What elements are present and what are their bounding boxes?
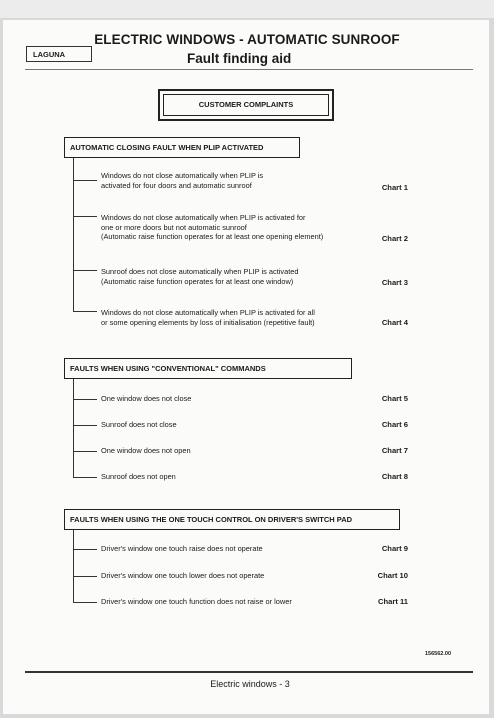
item-text: Windows do not close automatically when PLIP is activated for all [101, 308, 315, 317]
branch-line [73, 451, 97, 452]
list-item: Sunroof does not open [101, 472, 176, 481]
chart-reference: Chart 6 [381, 420, 408, 429]
list-item: Sunroof does not close [101, 420, 177, 429]
branch-line [73, 477, 97, 478]
list-item [101, 213, 323, 242]
chart-reference: Chart 11 [378, 597, 408, 606]
chart-reference: Chart 4 [381, 318, 408, 327]
branch-line [73, 602, 97, 603]
model-label: LAGUNA [26, 46, 92, 62]
chart-reference: Chart 5 [381, 394, 408, 403]
header-rule [25, 69, 473, 70]
chart-reference: Chart 9 [381, 544, 408, 553]
branch-line [73, 425, 97, 426]
list-item: Driver's window one touch raise does not operate [101, 544, 263, 553]
branch-line [73, 216, 97, 217]
footer-rule [25, 671, 473, 673]
scan-margin [0, 0, 494, 18]
customer-complaints-label: CUSTOMER COMPLAINTS [163, 94, 329, 116]
branch-line [73, 549, 97, 550]
item-text: or some opening elements by loss of initialisation (repetitive fault) [101, 317, 315, 327]
branch-line [73, 399, 97, 400]
branch-line [73, 576, 97, 577]
list-item: Driver's window one touch function does not raise or lower [101, 597, 292, 606]
branch-line [73, 270, 97, 271]
chart-reference: Chart 10 [377, 571, 408, 580]
chart-reference: Chart 2 [381, 234, 408, 243]
customer-complaints-box [158, 89, 334, 121]
item-text: one or more doors but not automatic sunroof [101, 222, 247, 232]
list-item [101, 308, 315, 327]
item-text: (Automatic raise function operates for at least one window) [101, 276, 294, 286]
reference-number: 156562.00 [425, 651, 451, 657]
page-footer: Electric windows - 3 [210, 679, 290, 689]
branch-line [73, 311, 97, 312]
item-text: Windows do not close automatically when PLIP is [101, 171, 264, 180]
document-title: ELECTRIC WINDOWS - AUTOMATIC SUNROOF [94, 32, 400, 47]
item-text: (Automatic raise function operates for at least one opening element) [101, 232, 324, 242]
item-text: Sunroof does not close automatically when PLIP is activated [101, 267, 299, 276]
chart-reference: Chart 1 [381, 183, 408, 192]
section-heading-plip: AUTOMATIC CLOSING FAULT WHEN PLIP ACTIVATED [64, 137, 300, 158]
section-tree-line [73, 530, 74, 603]
document-subtitle: Fault finding aid [187, 51, 292, 66]
item-text: Windows do not close automatically when PLIP is activated for [101, 213, 306, 222]
document-page [3, 20, 489, 714]
list-item [101, 267, 298, 286]
chart-reference: Chart 3 [381, 278, 408, 287]
branch-line [73, 180, 97, 181]
list-item: One window does not close [101, 394, 192, 403]
list-item: Driver's window one touch lower does not operate [101, 571, 265, 580]
item-text: activated for four doors and automatic sunroof [101, 180, 252, 190]
section-heading-conventional: FAULTS WHEN USING "CONVENTIONAL" COMMANDS [64, 358, 352, 379]
chart-reference: Chart 8 [381, 472, 408, 481]
section-tree-line [73, 379, 74, 478]
list-item: One window does not open [101, 446, 191, 455]
section-heading-one-touch: FAULTS WHEN USING THE ONE TOUCH CONTROL ON DRIVER'S SWITCH PAD [64, 509, 400, 530]
list-item [101, 171, 263, 190]
chart-reference: Chart 7 [381, 446, 408, 455]
